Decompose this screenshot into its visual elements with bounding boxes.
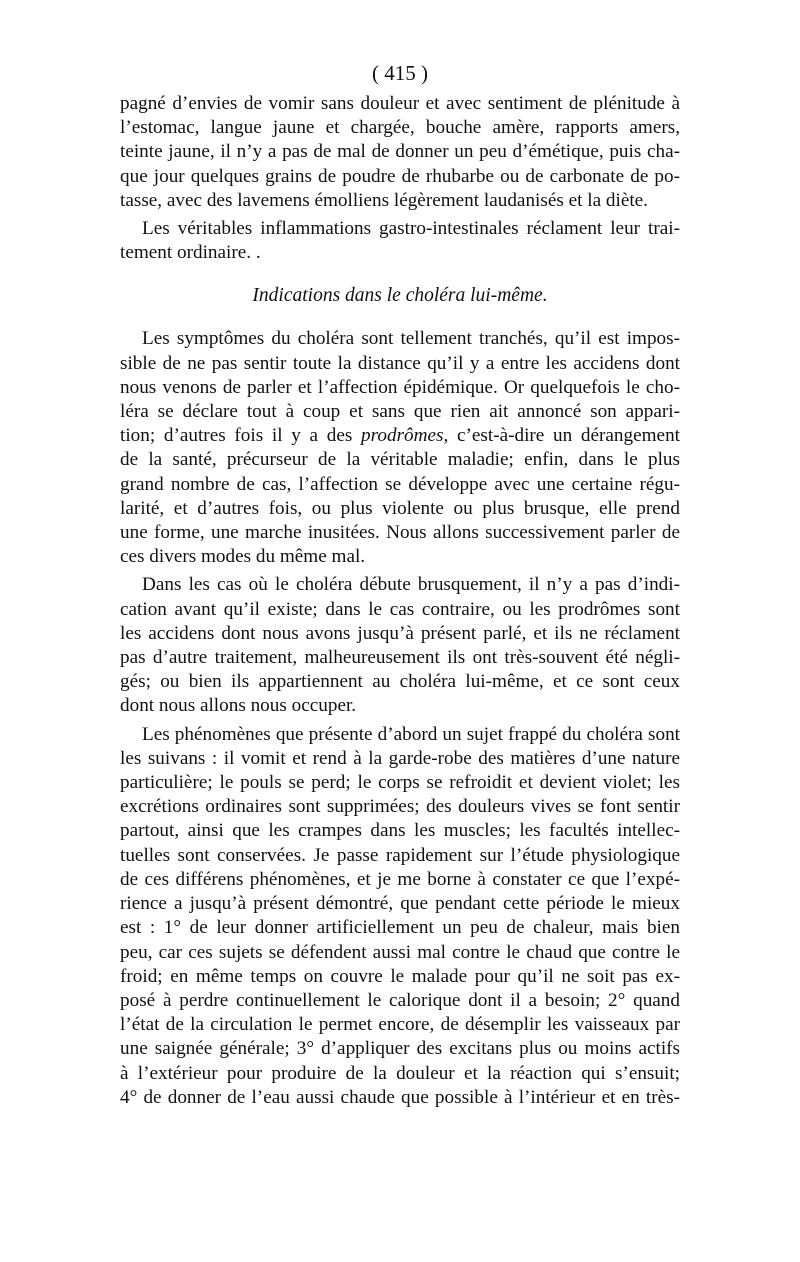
text-line: teinte jaune, il n’y a pas de mal de donner un peu d’émétique, puis cha- [120, 141, 680, 163]
text-line: l’estomac, langue jaune et chargée, bouche amère, rapports amers, [120, 117, 680, 139]
text-line: de la santé, précurseur de la véritable maladie; enfin, dans le plus [120, 449, 680, 471]
paragraph-1 [120, 92, 680, 213]
text-line: nous venons de parler et l’affection épidémique. Or quelquefois le cho- [120, 376, 680, 398]
text-line: de ces différens phénomènes, et je me borne à constater ce que l’expé- [120, 868, 680, 890]
text-line: Les véritables inflammations gastro-intestinales réclament leur trai- [142, 218, 680, 240]
text-line: Les symptômes du choléra sont tellement tranchés, qu’il est impos- [142, 328, 680, 350]
text-line: tion; d’autres fois il y a des prodrômes, c’est-à-dire un dérangement [120, 425, 680, 447]
paragraph-3 [120, 327, 680, 569]
text-line: l’état de la circulation le permet encore, de désemplir les vaisseaux par [120, 1014, 680, 1036]
section-heading: Indications dans le choléra lui-même. [252, 285, 548, 307]
text-line: partout, ainsi que les crampes dans les muscles; les facultés intellec- [120, 820, 680, 842]
text-line: les suivans : il vomit et rend à la garde-robe des matières d’une nature [120, 747, 680, 769]
text-line: une saignée générale; 3° d’appliquer des excitans plus ou moins actifs [120, 1038, 680, 1060]
text-line: léra se déclare tout à coup et sans que rien ait annoncé son appari- [120, 401, 680, 423]
text-line: excrétions ordinaires sont supprimées; des douleurs vives se font sentir [120, 796, 680, 818]
text-line: froid; en même temps on couvre le malade pour qu’il ne soit pas ex- [120, 965, 680, 987]
paragraph-2 [120, 217, 680, 265]
text-line: pagné d’envies de vomir sans douleur et avec sentiment de plénitude à [120, 93, 680, 114]
text-line: peu, car ces sujets se défendent aussi mal contre le chaud que contre le [120, 941, 680, 963]
text-line: dont nous allons nous occuper. [120, 695, 357, 717]
text-line: tuelles sont conservées. Je passe rapidement sur l’étude physiologique [120, 844, 680, 866]
text-line: posé à perdre continuellement le calorique dont il a besoin; 2° quand [120, 989, 680, 1011]
text-line: 4° de donner de l’eau aussi chaude que possible à l’intérieur et en très- [120, 1086, 680, 1108]
text-line: rience a jusqu’à présent démontré, que pendant cette période le mieux [120, 893, 680, 915]
text-line: ces divers modes du même mal. [120, 546, 366, 568]
text-line: est : 1° de leur donner artificiellement un peu de chaleur, mais bien [120, 917, 680, 939]
text-line: pas d’autre traitement, malheureusement ils ont très-souvent été négli- [120, 647, 680, 669]
text-line: que jour quelques grains de poudre de rhubarbe ou de carbonate de po- [120, 165, 680, 187]
text-line: une forme, une marche inusitées. Nous allons successivement parler de [120, 522, 680, 544]
text-line: cation avant qu’il existe; dans le cas contraire, ou les prodrômes sont [120, 598, 680, 620]
text-line: larité, et d’autres fois, ou plus violente ou plus brusque, elle prend [120, 497, 680, 519]
text-line: Les phénomènes que présente d’abord un sujet frappé du choléra sont [142, 723, 680, 745]
text-line: tasse, avec des lavemens émolliens légèrement laudanisés et la diète. [120, 189, 648, 211]
book-page [120, 58, 680, 1114]
text-line: à l’extérieur pour produire de la douleur et la réaction qui s’ensuit; [120, 1062, 680, 1084]
text-line: les accidens dont nous avons jusqu’à présent parlé, et ils ne réclament [120, 622, 680, 644]
italic-term: prodrômes, [361, 425, 449, 447]
paragraph-4 [120, 573, 680, 718]
text-line: Dans les cas où le choléra débute brusquement, il n’y a pas d’indi- [142, 574, 680, 596]
text-line: grand nombre de cas, l’affection se développe avec une certaine régu- [120, 473, 680, 495]
paragraph-5 [120, 723, 680, 1110]
text-line: gés; ou bien ils appartiennent au choléra lui-même, et ce sont ceux [120, 671, 680, 693]
text-line: sible de ne pas sentir toute la distance qu’il y a entre les accidens dont [120, 352, 680, 374]
text-line: tement ordinaire. . [120, 242, 261, 264]
text-line: particulière; le pouls se perd; le corps se refroidit et devient violet; les [120, 772, 680, 794]
page-number: ( 415 ) [372, 61, 428, 85]
